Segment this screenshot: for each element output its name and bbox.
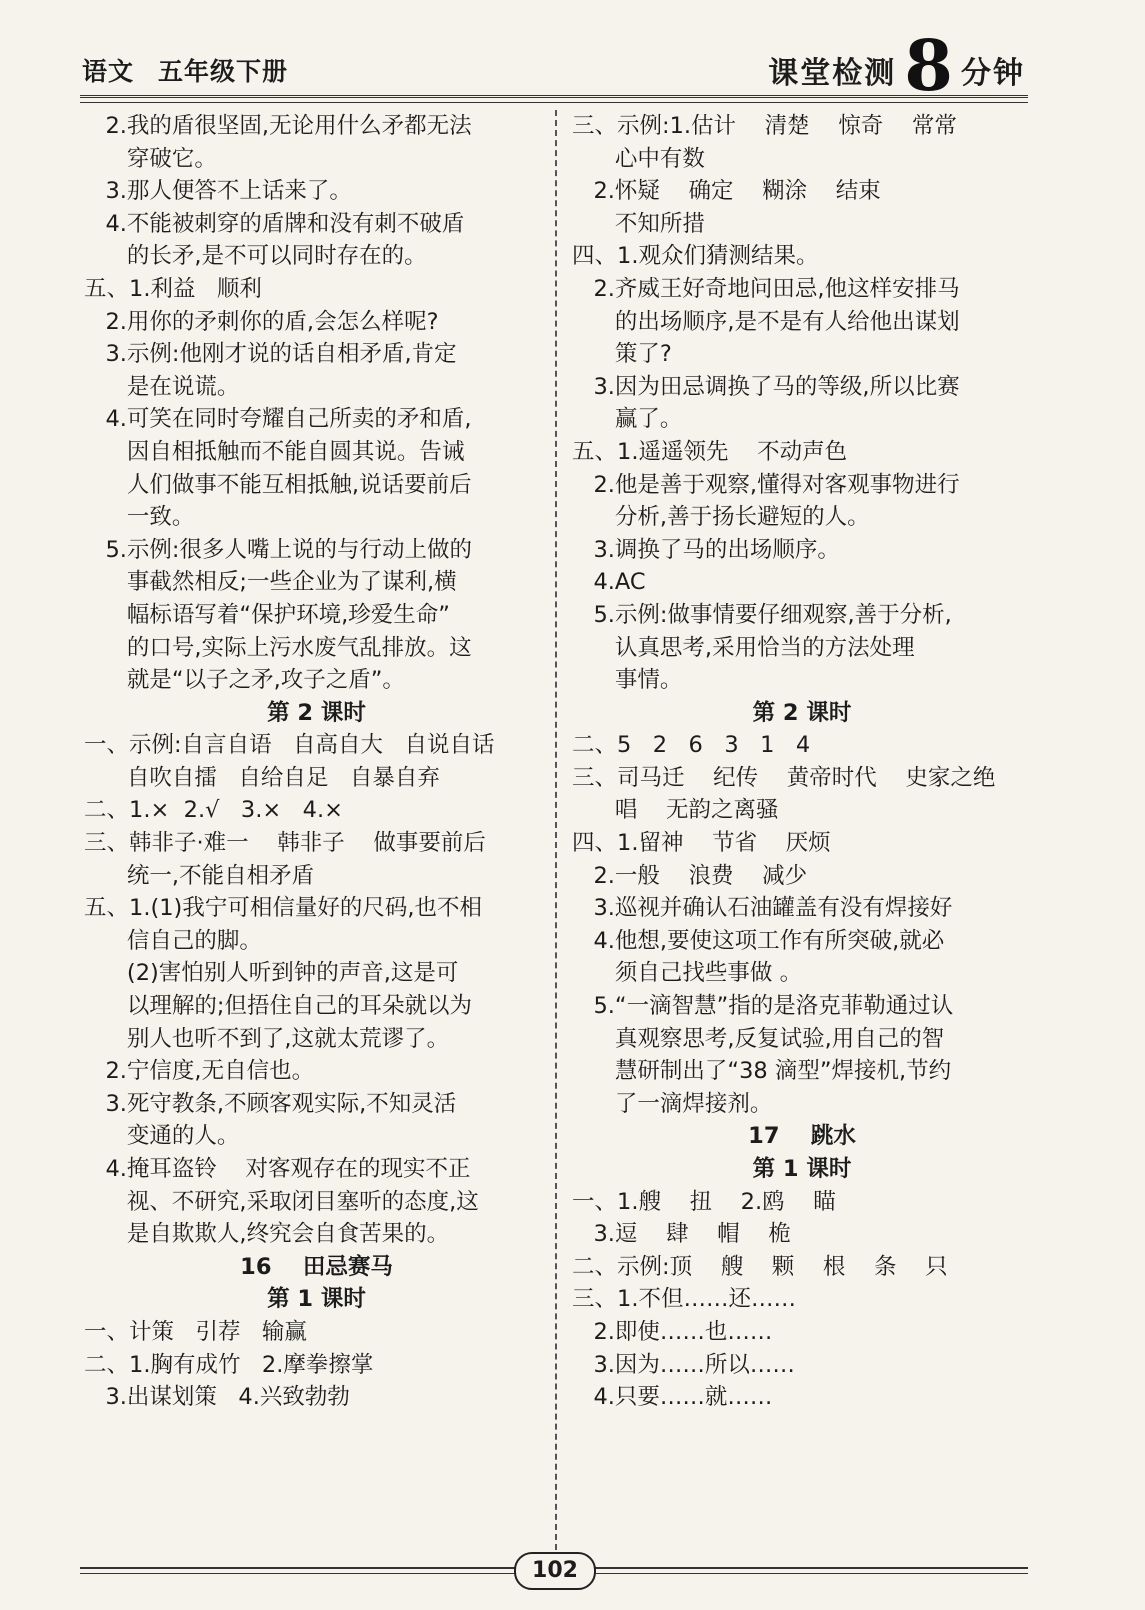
- answer-line: 信自己的脚。: [84, 927, 262, 954]
- brand-right-text: 分钟: [961, 56, 1025, 91]
- answer-line: 二、1.× 2.√ 3.× 4.×: [84, 797, 343, 824]
- answer-line: 真观察思考,反复试验,用自己的智: [572, 1025, 945, 1052]
- answer-line: 二、5 2 6 3 1 4: [572, 732, 811, 759]
- answer-line: 慧研制出了“38 滴型”焊接机,节约: [572, 1058, 952, 1085]
- answer-line: 因自相抵触而不能自圆其说。告诫: [84, 438, 465, 465]
- answer-line: 分析,善于扬长避短的人。: [572, 504, 870, 531]
- answer-line: 唱 无韵之离骚: [572, 797, 779, 824]
- answer-line: 5.示例:很多人嘴上说的与行动上做的: [84, 536, 473, 563]
- answer-line: 四、1.留神 节省 厌烦: [572, 830, 831, 857]
- answer-line: 不知所措: [572, 210, 705, 237]
- answer-line: 3.因为田忌调换了马的等级,所以比赛: [572, 373, 960, 400]
- answer-line: 幅标语写着“保护环境,珍爱生命”: [84, 601, 450, 628]
- answer-line: 2.齐威王好奇地问田忌,他这样安排马: [572, 275, 960, 302]
- answer-line: 三、司马迁 纪传 黄帝时代 史家之绝: [572, 764, 996, 791]
- answer-line: 三、1.不但……还……: [572, 1286, 796, 1313]
- section-heading: 第 2 课时: [752, 699, 852, 726]
- answer-line: 是在说谎。: [84, 373, 240, 400]
- answer-line: 视、不研究,采取闭目塞听的态度,这: [84, 1188, 479, 1215]
- answer-line: 是自欺欺人,终究会自食苦果的。: [84, 1221, 450, 1248]
- brand-logo: [768, 24, 1025, 107]
- answer-line: 就是“以子之矛,攻子之盾”。: [84, 667, 405, 694]
- answer-line: 3.巡视并确认石油罐盖有没有焊接好: [572, 895, 953, 922]
- answer-line: 3.那人便答不上话来了。: [84, 178, 352, 205]
- answer-line: 2.用你的矛刺你的盾,会怎么样呢?: [84, 308, 439, 335]
- answer-line: 别人也听不到了,这就太荒谬了。: [84, 1025, 450, 1052]
- answer-line: 事截然相反;一些企业为了谋利,横: [84, 569, 457, 596]
- answer-line: 三、示例:1.估计 清楚 惊奇 常常: [572, 113, 957, 139]
- answer-line: 四、1.观众们猜测结果。: [572, 243, 819, 270]
- answer-line: 3.死守教条,不顾客观实际,不知灵活: [84, 1090, 457, 1117]
- section-heading: 16 田忌赛马: [240, 1253, 393, 1280]
- answer-line: 五、1.利益 顺利: [84, 275, 262, 302]
- answer-line: 5.“一滴智慧”指的是洛克菲勒通过认: [572, 993, 954, 1020]
- answer-line: 认真思考,采用恰当的方法处理: [572, 634, 915, 661]
- answer-line: 二、示例:顶 艘 颗 根 条 只: [572, 1253, 948, 1280]
- answer-line: 一、1.艘 扭 2.鸥 瞄: [572, 1188, 836, 1215]
- answer-line: 4.他想,要使这项工作有所突破,就必: [572, 927, 945, 954]
- answer-line: 三、韩非子·难一 韩非子 做事要前后: [84, 830, 486, 857]
- answer-line: 五、1.遥遥领先 不动声色: [572, 438, 848, 465]
- answer-line: 一致。: [84, 504, 195, 531]
- answer-line: 5.示例:做事情要仔细观察,善于分析,: [572, 601, 952, 628]
- answer-line: 心中有数: [572, 145, 705, 172]
- book-info: [82, 52, 312, 88]
- section-heading: 第 1 课时: [267, 1286, 366, 1313]
- section-heading: 第 1 课时: [752, 1156, 852, 1182]
- grade-label: 五年级下册: [158, 57, 289, 86]
- answer-line: 二、1.胸有成竹 2.摩拳擦掌: [84, 1351, 374, 1378]
- column-divider: [555, 110, 557, 1550]
- brand-left-text: 课堂检测: [768, 56, 897, 91]
- answer-line: 3.因为……所以……: [572, 1351, 795, 1378]
- answer-line: 2.一般 浪费 减少: [572, 862, 808, 889]
- answer-line: 穿破它。: [84, 145, 217, 172]
- subject-label: 语文: [82, 57, 135, 86]
- right-column: [572, 110, 1032, 1414]
- answer-line: 4.只要……就……: [572, 1384, 773, 1411]
- answer-line: 4.AC: [572, 569, 646, 596]
- section-heading: 第 2 课时: [267, 699, 366, 726]
- answer-line: 了一滴焊接剂。: [572, 1090, 773, 1117]
- answer-line: 以理解的;但捂住自己的耳朵就以为: [84, 993, 472, 1020]
- answer-line: (2)害怕别人听到钟的声音,这是可: [84, 960, 459, 987]
- answer-line: 4.不能被刺穿的盾牌和没有刺不破盾: [84, 210, 465, 237]
- answer-line: 4.掩耳盗铃 对客观存在的现实不正: [84, 1156, 471, 1182]
- answer-line: 3.逗 肆 帽 桅: [572, 1221, 791, 1248]
- answer-line: 的长矛,是不可以同时存在的。: [84, 243, 427, 270]
- answer-line: 赢了。: [572, 406, 683, 433]
- answer-line: 2.怀疑 确定 糊涂 结束: [572, 178, 881, 205]
- left-column: [84, 110, 549, 1414]
- answer-line: 一、计策 引荐 输赢: [84, 1318, 307, 1345]
- header-rule: [80, 95, 1028, 103]
- answer-line: 2.宁信度,无自信也。: [84, 1058, 315, 1085]
- answer-line: 4.可笑在同时夸耀自己所卖的矛和盾,: [84, 406, 472, 433]
- answer-line: 一、示例:自言自语 自高自大 自说自话: [84, 732, 495, 759]
- section-heading: 17 跳水: [748, 1123, 856, 1150]
- answer-line: 须自己找些事做 。: [572, 960, 803, 987]
- page-number: 102: [514, 1552, 596, 1590]
- answer-line: 五、1.(1)我宁可相信量好的尺码,也不相: [84, 895, 482, 922]
- answer-line: 变通的人。: [84, 1123, 240, 1150]
- answer-line: 2.我的盾很坚固,无论用什么矛都无法: [84, 113, 472, 139]
- answer-line: 3.示例:他刚才说的话自相矛盾,肯定: [84, 341, 457, 368]
- answer-line: 的出场顺序,是不是有人给他出谋划: [572, 308, 960, 335]
- page-header: [0, 0, 1145, 107]
- answer-line: 2.他是善于观察,懂得对客观事物进行: [572, 471, 960, 498]
- answer-line: 自吹自擂 自给自足 自暴自弃: [84, 764, 440, 791]
- answer-line: 2.即使……也……: [572, 1318, 773, 1345]
- answer-line: 人们做事不能互相抵触,说话要前后: [84, 471, 472, 498]
- answer-line: 3.出谋划策 4.兴致勃勃: [84, 1384, 350, 1411]
- answer-line: 事情。: [572, 667, 683, 694]
- brand-number: 8: [904, 24, 953, 107]
- answer-line: 的口号,实际上污水废气乱排放。这: [84, 634, 472, 661]
- answer-line: 策了?: [572, 341, 672, 368]
- answer-line: 统一,不能自相矛盾: [84, 862, 315, 889]
- answer-line: 3.调换了马的出场顺序。: [572, 536, 840, 563]
